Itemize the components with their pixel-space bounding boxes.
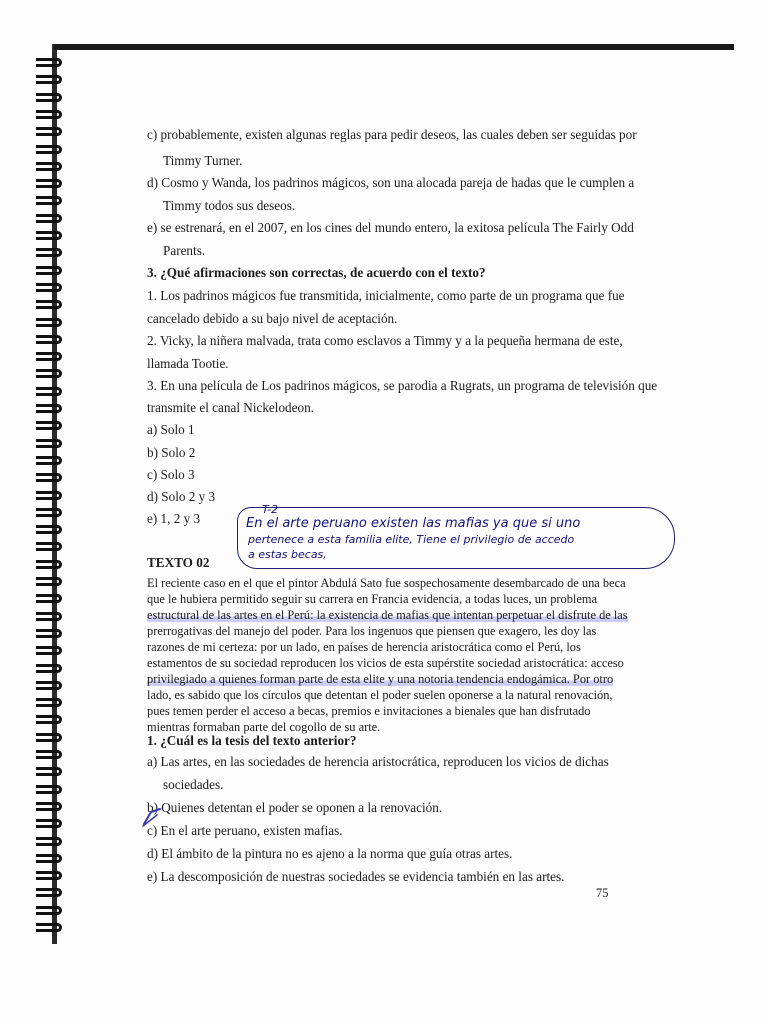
spiral-coil	[36, 335, 62, 344]
spiral-coil	[36, 162, 62, 171]
option-c-line2: Timmy Turner.	[163, 153, 243, 168]
spiral-coil	[36, 906, 62, 915]
spiral-coil	[36, 145, 62, 154]
passage-line-10: mientras formaban parte del cogollo de su arte.	[147, 720, 381, 734]
question-3-title: 3. ¿Qué afirmaciones son correctas, de acuerdo con el texto?	[147, 265, 486, 280]
spiral-coil	[36, 231, 62, 240]
spiral-coil	[36, 871, 62, 880]
q1-option-d: d) El ámbito de la pintura no es ajeno a la norma que guía otras artes.	[147, 846, 513, 861]
spiral-coil	[36, 318, 62, 327]
spiral-coil	[36, 854, 62, 863]
passage-line-3	[147, 608, 672, 624]
spiral-coil	[36, 300, 62, 309]
spiral-coil	[36, 525, 62, 534]
option-c-line1: c) probablemente, existen algunas reglas para pedir deseos, las cuales deben ser seguidas por	[147, 127, 637, 142]
page-number: 75	[596, 886, 609, 900]
spiral-coil	[36, 110, 62, 119]
spiral-binding	[36, 58, 66, 938]
spiral-coil	[36, 664, 62, 673]
passage-line-5: razones de mi certeza: por un lado, en países de herencia aristocrática como el Perú, los	[147, 640, 581, 654]
passage-line-8: lado, es sabido que los círculos que detentan el poder suelen oponerse a la natural renovación,	[147, 688, 613, 702]
spiral-coil	[36, 473, 62, 482]
option-e-line1: e) se estrenará, en el 2007, en los cines del mundo entero, la exitosa película The Fairly Odd	[147, 220, 634, 235]
passage-line-1: El reciente caso en el que el pintor Abdulá Sato fue sospechosamente desembarcado de una beca	[147, 576, 626, 590]
spiral-coil	[36, 387, 62, 396]
spiral-coil	[36, 196, 62, 205]
handwritten-line-2: pertenece a esta familia elite, Tiene el privilegio de accedo	[248, 533, 575, 546]
passage-line-9: pues temen perder el acceso a becas, premios e invitaciones a bienales que han disfrutado	[147, 704, 591, 718]
handwritten-line-1: En el arte peruano existen las mafias ya que si uno	[246, 516, 581, 531]
spiral-coil	[36, 127, 62, 136]
page-top-edge	[54, 44, 734, 50]
passage-line-7	[147, 672, 672, 688]
spiral-coil	[36, 439, 62, 448]
spiral-coil	[36, 715, 62, 724]
question-1-title: 1. ¿Cuál es la tesis del texto anterior?	[147, 733, 357, 748]
spiral-coil	[36, 404, 62, 413]
spiral-coil	[36, 93, 62, 102]
q1-option-c: c) En el arte peruano, existen mafias.	[147, 823, 343, 838]
texto-02-heading: TEXTO 02	[147, 555, 210, 570]
statement-2-line1: 2. Vicky, la niñera malvada, trata como esclavos a Timmy y a la pequeña hermana de este,	[147, 333, 623, 348]
spiral-coil	[36, 577, 62, 586]
spiral-coil	[36, 283, 62, 292]
q1-option-a-line1: a) Las artes, en las sociedades de herencia aristocrática, reproducen los vicios de dichas	[147, 754, 609, 769]
spiral-coil	[36, 248, 62, 257]
q3-option-a: a) Solo 1	[147, 422, 195, 437]
spiral-coil	[36, 733, 62, 742]
q1-option-b: b) Quienes detentan el poder se oponen a la renovación.	[147, 800, 443, 815]
spiral-coil	[36, 491, 62, 500]
spiral-coil	[36, 837, 62, 846]
q3-option-c: c) Solo 3	[147, 467, 195, 482]
spiral-coil	[36, 923, 62, 932]
spiral-coil	[36, 681, 62, 690]
passage-line-4: prerrogativas del manejo del poder. Para los ingenuos que piensen que exagero, les doy las	[147, 624, 597, 638]
option-d-line1: d) Cosmo y Wanda, los padrinos mágicos, son una alocada pareja de hadas que le cumplen a	[147, 175, 635, 190]
spiral-coil	[36, 594, 62, 603]
q3-option-b: b) Solo 2	[147, 445, 196, 460]
passage-line-6: estamentos de su sociedad reproducen los vicios de esta supérstite sociedad aristocrática: acceso	[147, 656, 624, 670]
spiral-coil	[36, 767, 62, 776]
statement-2-line2: llamada Tootie.	[147, 356, 229, 371]
spiral-coil	[36, 542, 62, 551]
passage-line-2: que le hubiera permitido seguir su carrera en Francia evidencia, a todas luces, un problema	[147, 592, 598, 606]
handwritten-line-3: a estas becas,	[248, 548, 327, 561]
spiral-coil	[36, 785, 62, 794]
spiral-coil	[36, 456, 62, 465]
spiral-coil	[36, 352, 62, 361]
spiral-coil	[36, 75, 62, 84]
statement-3-line2: transmite el canal Nickelodeon.	[147, 400, 314, 415]
q3-option-d: d) Solo 2 y 3	[147, 489, 216, 504]
spiral-coil	[36, 750, 62, 759]
spiral-coil	[36, 629, 62, 638]
option-d-line2: Timmy todos sus deseos.	[163, 198, 296, 213]
pen-check-mark-icon	[141, 806, 163, 828]
spiral-coil	[36, 58, 62, 67]
spiral-coil	[36, 612, 62, 621]
spiral-coil	[36, 698, 62, 707]
spiral-coil	[36, 266, 62, 275]
q3-option-e: e) 1, 2 y 3	[147, 511, 201, 526]
spiral-coil	[36, 214, 62, 223]
spiral-coil	[36, 179, 62, 188]
statement-1-line2: cancelado debido a su bajo nivel de aceptación.	[147, 311, 398, 326]
passage-line-7-highlight: privilegiado a quienes forman parte de esta elite y una notoria tendencia endogámica. Por otro	[147, 672, 614, 686]
option-e-line2: Parents.	[163, 243, 206, 258]
q1-option-a-line2: sociedades.	[163, 777, 224, 792]
statement-3-line1: 3. En una película de Los padrinos mágicos, se parodia a Rugrats, un programa de televisión que	[147, 378, 658, 393]
spiral-coil	[36, 508, 62, 517]
q1-option-e: e) La descomposición de nuestras sociedades se evidencia también en las artes.	[147, 869, 565, 884]
statement-1-line1: 1. Los padrinos mágicos fue transmitida, inicialmente, como parte de un programa que fue	[147, 288, 625, 303]
spiral-coil	[36, 421, 62, 430]
spiral-coil	[36, 560, 62, 569]
spiral-coil	[36, 888, 62, 897]
handwritten-tag: T-2	[262, 503, 279, 516]
passage-line-3-highlight: estructural de las artes en el Perú: la existencia de mafias que intentan perpetuar el disfrute de las	[147, 608, 628, 622]
spiral-coil	[36, 802, 62, 811]
spiral-coil	[36, 646, 62, 655]
spiral-coil	[36, 819, 62, 828]
spiral-coil	[36, 369, 62, 378]
